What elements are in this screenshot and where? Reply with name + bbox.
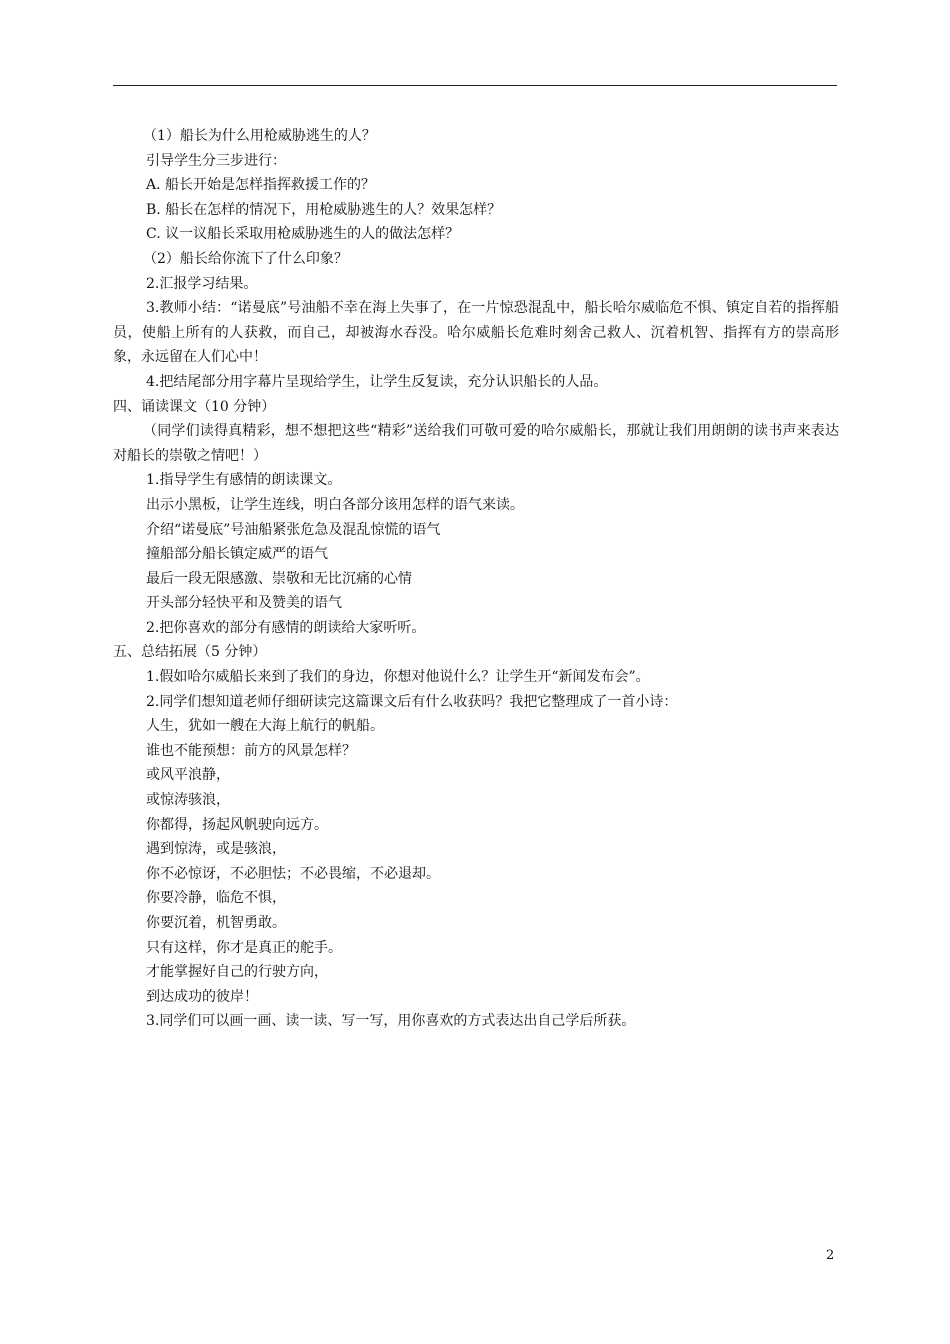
poem-line: 到达成功的彼岸！ bbox=[146, 988, 258, 1005]
blackboard-matching: 出示小黑板，让学生连线，明白各部分该用怎样的语气来读。 bbox=[146, 496, 524, 513]
poem-line: 或风平浪静， bbox=[146, 767, 230, 784]
express-gains: 3.同学们可以画一画、读一读、写一写，用你喜欢的方式表达出自己学后所获。 bbox=[146, 1013, 636, 1030]
poem-line: 你要沉着，机智勇敢。 bbox=[146, 915, 286, 931]
tone-2: 撞船部分船长镇定威严的语气 bbox=[146, 546, 328, 563]
guide-reading: 1.指导学生有感情的朗读课文。 bbox=[146, 472, 342, 489]
poem-line: 你不必惊讶，不必胆怯；不必畏缩，不必退却。 bbox=[146, 865, 440, 882]
poem-line: 人生，犹如一艘在大海上航行的帆船。 bbox=[146, 718, 384, 735]
question-1: （1）船长为什么用枪威胁逃生的人？ bbox=[143, 128, 376, 144]
poem-intro: 2.同学们想知道老师仔细研读完这篇课文后有什么收获吗？我把它整理成了一首小诗： bbox=[146, 693, 678, 710]
section-4-heading: 四、诵读课文（10 分钟） bbox=[113, 398, 276, 415]
poem-line: 只有这样，你才是真正的舵手。 bbox=[146, 939, 342, 956]
header-rule bbox=[113, 85, 837, 86]
tone-3: 最后一段无限感激、崇敬和无比沉痛的心情 bbox=[146, 570, 412, 587]
poem-line: 或惊涛骇浪， bbox=[146, 792, 230, 809]
step-a: A. 船长开始是怎样指挥救援工作的？ bbox=[146, 177, 376, 194]
poem-line: 你都得，扬起风帆驶向远方。 bbox=[146, 816, 328, 833]
poem-line: 谁也不能预想：前方的风景怎样？ bbox=[146, 742, 356, 759]
read-aloud: 2.把你喜欢的部分有感情的朗读给大家听听。 bbox=[146, 619, 426, 636]
poem-line: 你要冷静，临危不惧， bbox=[146, 890, 286, 907]
step-c: C. 议一议船长采取用枪威胁逃生的人的做法怎样？ bbox=[146, 226, 460, 243]
step-b: B. 船长在怎样的情况下，用枪威胁逃生的人？效果怎样？ bbox=[146, 201, 502, 218]
guide-steps: 引导学生分三步进行： bbox=[146, 152, 286, 169]
section-4-intro: （同学们读得真精彩，想不想把这些“精彩”送给我们可敬可爱的哈尔威船长，那就让我们用朗朗的读书声来表达对船长的崇敬之情吧！） bbox=[113, 423, 839, 464]
tone-1: 介绍“诺曼底”号油船紧张危急及混乱惊慌的语气 bbox=[146, 521, 441, 538]
tone-4: 开头部分轻快平和及赞美的语气 bbox=[146, 595, 342, 612]
page-number: 2 bbox=[826, 1248, 835, 1263]
poem-line: 遇到惊涛，或是骇浪， bbox=[146, 841, 286, 858]
question-2: （2）船长给你流下了什么印象？ bbox=[143, 250, 348, 267]
section-5-heading: 五、总结拓展（5 分钟） bbox=[113, 644, 267, 661]
teacher-summary: 3.教师小结：“诺曼底”号油船不幸在海上失事了，在一片惊恐混乱中，船长哈尔威临危不惧、镇定自若的指挥船员，使船上所有的人获救，而自己，却被海水吞没。哈尔威船长危难时刻舍己救人、沉着机智、指挥有方的崇高形象，永远留在人们心中！ bbox=[113, 300, 839, 366]
poem-line: 才能掌握好自己的行驶方向， bbox=[146, 964, 328, 981]
press-conference: 1.假如哈尔威船长来到了我们的身边，你想对他说什么？让学生开“新闻发布会”。 bbox=[146, 669, 650, 686]
ending-subtitles: 4.把结尾部分用字幕片呈现给学生，让学生反复读，充分认识船长的人品。 bbox=[146, 373, 608, 390]
report-results: 2.汇报学习结果。 bbox=[146, 275, 258, 292]
document-body bbox=[113, 124, 839, 1034]
